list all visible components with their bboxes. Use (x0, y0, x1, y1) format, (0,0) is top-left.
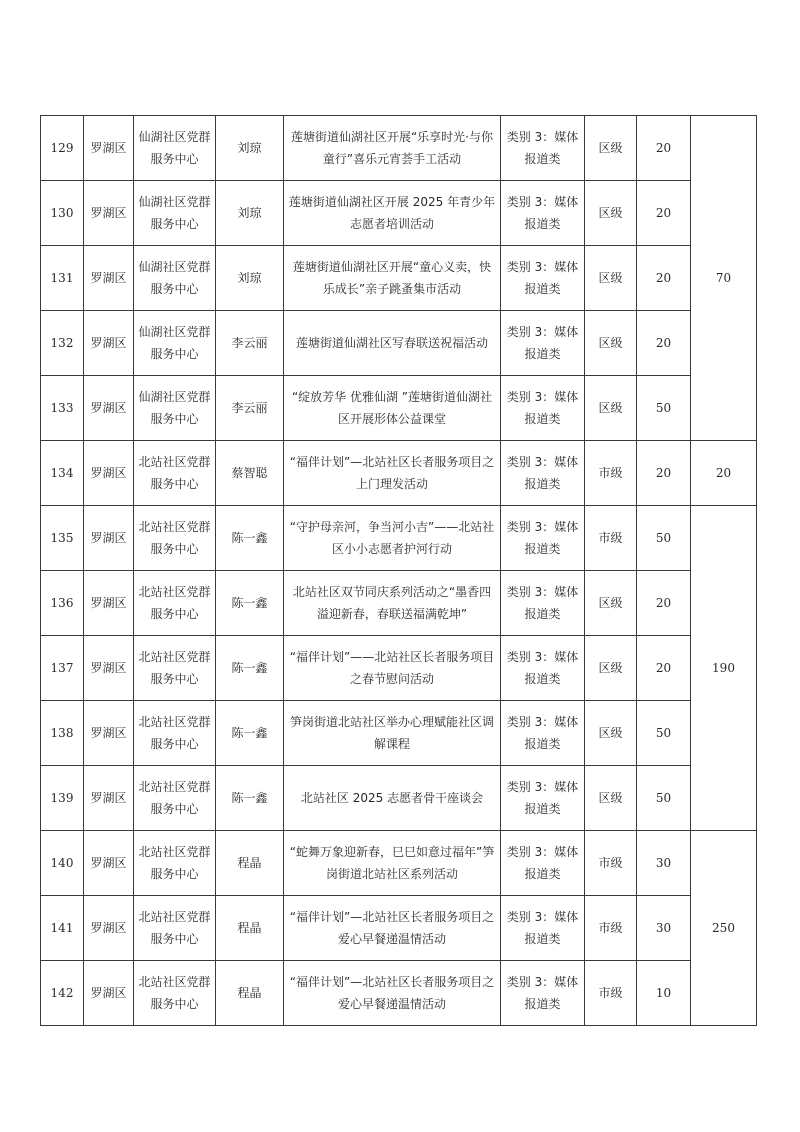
table-row (41, 896, 757, 961)
organization-cell: 北站社区党群服务中心 (134, 441, 216, 506)
district-cell: 罗湖区 (84, 116, 134, 181)
activity-cell: “守护母亲河，争当河小吉”——北站社区小小志愿者护河行动 (284, 506, 501, 571)
row-number: 138 (41, 701, 84, 766)
person-cell: 刘琼 (216, 116, 284, 181)
row-number: 141 (41, 896, 84, 961)
score-cell: 20 (637, 636, 691, 701)
organization-cell: 北站社区党群服务中心 (134, 571, 216, 636)
category-cell: 类别 3：媒体报道类 (501, 376, 585, 441)
district-cell: 罗湖区 (84, 766, 134, 831)
activity-cell: 北站社区 2025 志愿者骨干座谈会 (284, 766, 501, 831)
organization-cell: 北站社区党群服务中心 (134, 766, 216, 831)
category-cell: 类别 3：媒体报道类 (501, 831, 585, 896)
activity-cell: “福伴计划”——北站社区长者服务项目之春节慰问活动 (284, 636, 501, 701)
category-cell: 类别 3：媒体报道类 (501, 766, 585, 831)
score-cell: 50 (637, 376, 691, 441)
category-cell: 类别 3：媒体报道类 (501, 896, 585, 961)
subtotal-cell: 250 (691, 831, 757, 1026)
activity-cell: 笋岗街道北站社区举办心理赋能社区调解课程 (284, 701, 501, 766)
person-cell: 陈一鑫 (216, 766, 284, 831)
category-cell: 类别 3：媒体报道类 (501, 441, 585, 506)
table-row (41, 506, 757, 571)
category-cell: 类别 3：媒体报道类 (501, 181, 585, 246)
score-cell: 50 (637, 766, 691, 831)
score-cell: 50 (637, 506, 691, 571)
person-cell: 蔡智聪 (216, 441, 284, 506)
district-cell: 罗湖区 (84, 896, 134, 961)
person-cell: 陈一鑫 (216, 701, 284, 766)
table-row (41, 441, 757, 506)
organization-cell: 北站社区党群服务中心 (134, 506, 216, 571)
table-row (41, 116, 757, 181)
row-number: 132 (41, 311, 84, 376)
level-cell: 区级 (585, 246, 637, 311)
level-cell: 市级 (585, 441, 637, 506)
score-cell: 20 (637, 181, 691, 246)
activity-cell: “蛇舞万象迎新春，巳巳如意过福年”笋岗街道北站社区系列活动 (284, 831, 501, 896)
person-cell: 李云丽 (216, 311, 284, 376)
person-cell: 陈一鑫 (216, 506, 284, 571)
district-cell: 罗湖区 (84, 441, 134, 506)
activity-cell: 莲塘街道仙湖社区开展“乐享时光·与你童行”喜乐元宵荟手工活动 (284, 116, 501, 181)
row-number: 134 (41, 441, 84, 506)
activity-cell: 莲塘街道仙湖社区开展 2025 年青少年志愿者培训活动 (284, 181, 501, 246)
table-row (41, 701, 757, 766)
score-cell: 30 (637, 831, 691, 896)
district-cell: 罗湖区 (84, 831, 134, 896)
person-cell: 刘琼 (216, 246, 284, 311)
organization-cell: 仙湖社区党群服务中心 (134, 116, 216, 181)
district-cell: 罗湖区 (84, 246, 134, 311)
district-cell: 罗湖区 (84, 636, 134, 701)
organization-cell: 仙湖社区党群服务中心 (134, 376, 216, 441)
table-row (41, 831, 757, 896)
row-number: 129 (41, 116, 84, 181)
person-cell: 刘琼 (216, 181, 284, 246)
district-cell: 罗湖区 (84, 506, 134, 571)
district-cell: 罗湖区 (84, 311, 134, 376)
activity-cell: 莲塘街道仙湖社区写春联送祝福活动 (284, 311, 501, 376)
row-number: 140 (41, 831, 84, 896)
activity-cell: “绽放芳华 优雅仙湖 ”莲塘街道仙湖社区开展形体公益课堂 (284, 376, 501, 441)
level-cell: 市级 (585, 831, 637, 896)
subtotal-cell: 190 (691, 506, 757, 831)
organization-cell: 仙湖社区党群服务中心 (134, 181, 216, 246)
organization-cell: 仙湖社区党群服务中心 (134, 311, 216, 376)
score-cell: 20 (637, 441, 691, 506)
category-cell: 类别 3：媒体报道类 (501, 961, 585, 1026)
table-row (41, 246, 757, 311)
activity-cell: 莲塘街道仙湖社区开展“童心义卖，快乐成长”亲子跳蚤集市活动 (284, 246, 501, 311)
row-number: 142 (41, 961, 84, 1026)
person-cell: 李云丽 (216, 376, 284, 441)
district-cell: 罗湖区 (84, 571, 134, 636)
row-number: 133 (41, 376, 84, 441)
organization-cell: 北站社区党群服务中心 (134, 961, 216, 1026)
category-cell: 类别 3：媒体报道类 (501, 571, 585, 636)
row-number: 135 (41, 506, 84, 571)
score-cell: 20 (637, 116, 691, 181)
activity-score-table (40, 115, 757, 1026)
activity-cell: “福伴计划”—北站社区长者服务项目之上门理发活动 (284, 441, 501, 506)
subtotal-cell: 70 (691, 116, 757, 441)
level-cell: 市级 (585, 961, 637, 1026)
category-cell: 类别 3：媒体报道类 (501, 246, 585, 311)
person-cell: 程晶 (216, 961, 284, 1026)
level-cell: 市级 (585, 896, 637, 961)
category-cell: 类别 3：媒体报道类 (501, 506, 585, 571)
district-cell: 罗湖区 (84, 181, 134, 246)
table-row (41, 376, 757, 441)
person-cell: 陈一鑫 (216, 636, 284, 701)
activity-cell: “福伴计划”—北站社区长者服务项目之爱心早餐递温情活动 (284, 961, 501, 1026)
level-cell: 区级 (585, 116, 637, 181)
table-row (41, 636, 757, 701)
activity-cell: 北站社区双节同庆系列活动之“墨香四溢迎新春，春联送福满乾坤” (284, 571, 501, 636)
score-cell: 30 (637, 896, 691, 961)
level-cell: 区级 (585, 701, 637, 766)
score-cell: 10 (637, 961, 691, 1026)
score-cell: 50 (637, 701, 691, 766)
district-cell: 罗湖区 (84, 961, 134, 1026)
level-cell: 区级 (585, 571, 637, 636)
row-number: 130 (41, 181, 84, 246)
score-cell: 20 (637, 311, 691, 376)
table-row (41, 181, 757, 246)
person-cell: 陈一鑫 (216, 571, 284, 636)
organization-cell: 北站社区党群服务中心 (134, 701, 216, 766)
row-number: 139 (41, 766, 84, 831)
activity-cell: “福伴计划”—北站社区长者服务项目之爱心早餐递温情活动 (284, 896, 501, 961)
organization-cell: 仙湖社区党群服务中心 (134, 246, 216, 311)
table-row (41, 311, 757, 376)
level-cell: 区级 (585, 766, 637, 831)
category-cell: 类别 3：媒体报道类 (501, 701, 585, 766)
table-row (41, 571, 757, 636)
organization-cell: 北站社区党群服务中心 (134, 831, 216, 896)
row-number: 137 (41, 636, 84, 701)
row-number: 136 (41, 571, 84, 636)
category-cell: 类别 3：媒体报道类 (501, 636, 585, 701)
category-cell: 类别 3：媒体报道类 (501, 311, 585, 376)
score-cell: 20 (637, 571, 691, 636)
person-cell: 程晶 (216, 831, 284, 896)
table-row (41, 766, 757, 831)
organization-cell: 北站社区党群服务中心 (134, 636, 216, 701)
level-cell: 市级 (585, 506, 637, 571)
level-cell: 区级 (585, 376, 637, 441)
table-row (41, 961, 757, 1026)
row-number: 131 (41, 246, 84, 311)
level-cell: 区级 (585, 311, 637, 376)
district-cell: 罗湖区 (84, 376, 134, 441)
category-cell: 类别 3：媒体报道类 (501, 116, 585, 181)
score-cell: 20 (637, 246, 691, 311)
level-cell: 区级 (585, 636, 637, 701)
level-cell: 区级 (585, 181, 637, 246)
organization-cell: 北站社区党群服务中心 (134, 896, 216, 961)
subtotal-cell: 20 (691, 441, 757, 506)
district-cell: 罗湖区 (84, 701, 134, 766)
person-cell: 程晶 (216, 896, 284, 961)
